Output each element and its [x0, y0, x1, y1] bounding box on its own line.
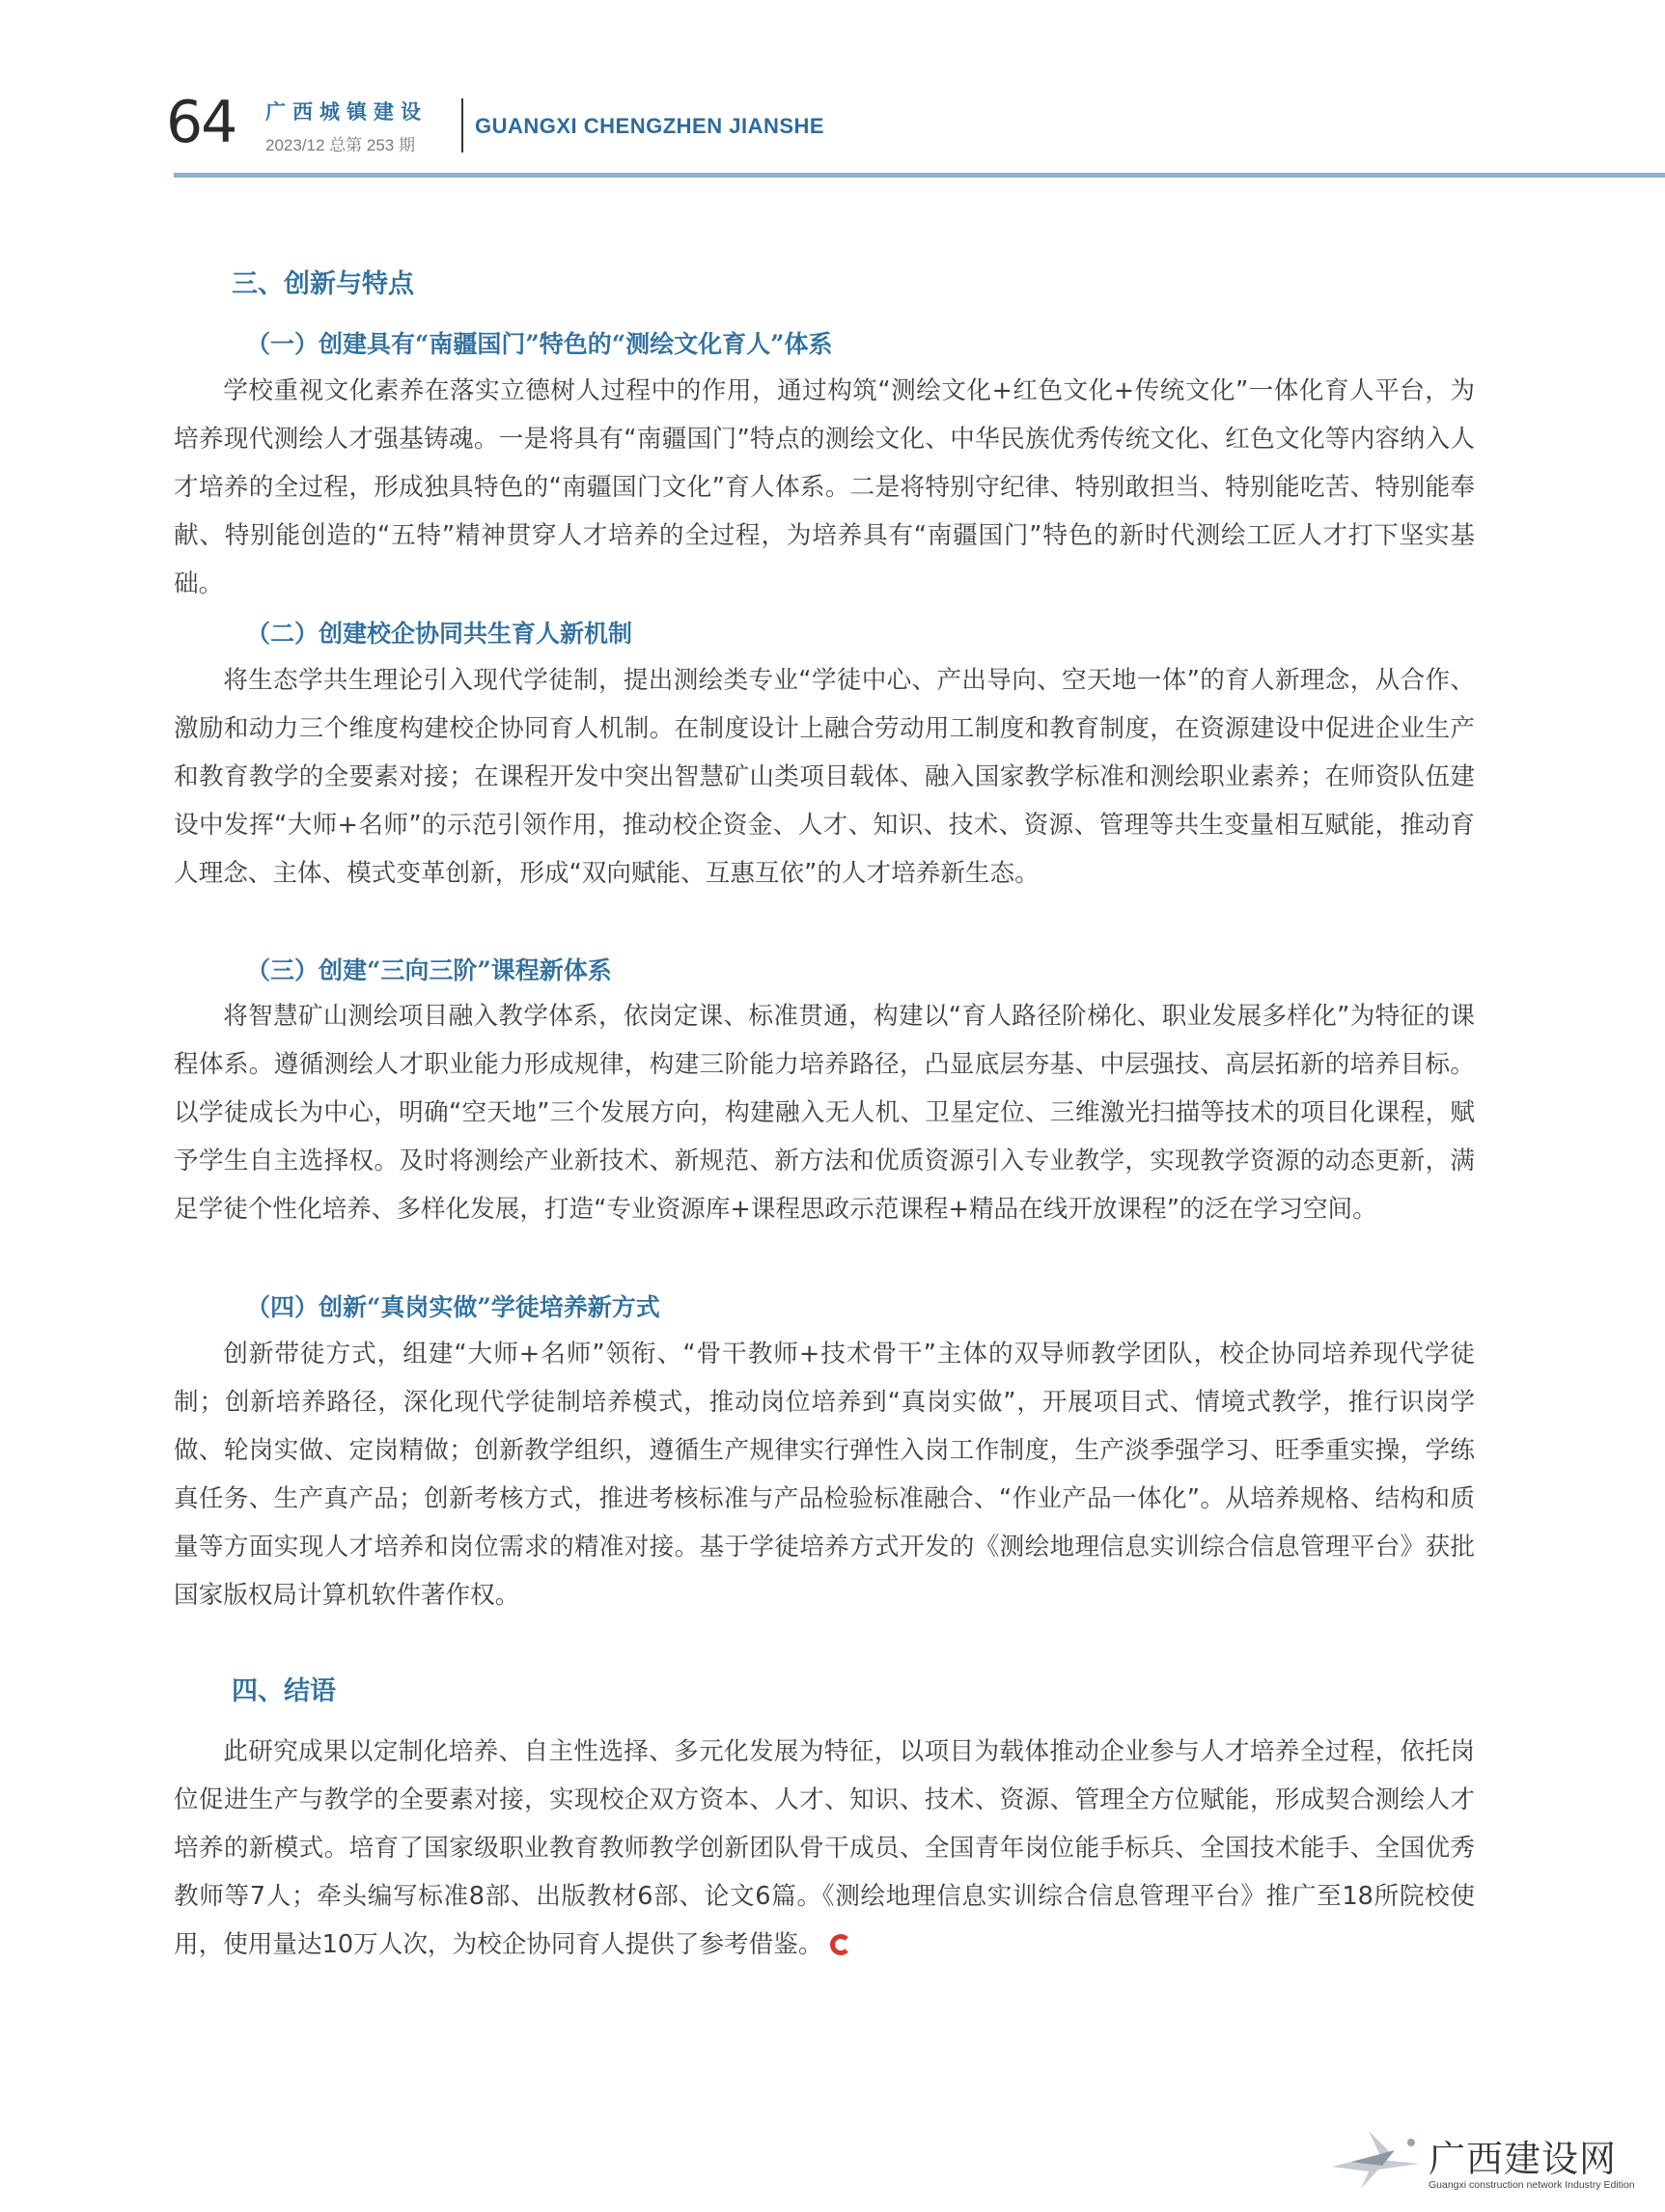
- section-heading-4: 四、结语: [232, 1676, 336, 1706]
- star-logo-icon: [1322, 2123, 1429, 2191]
- paragraph-3-4: 创新带徒方式，组建“大师+名师”领衔、“骨干教师+技术骨干”主体的双导师教学团队，校企协同培养现代学徒制；创新培养路径，深化现代学徒制培养模式，推动岗位培养到“真岗实做”，开展项目式、情境式教学，推行识岗学做、轮岗实做、定岗精做；创新教学组织，遵循生产规律实行弹性入岗工作制度，生产淡季强学习、旺季重实操，学练真任务、生产真产品；创新考核方式，推进考核标准与产品检验标准融合、“作业产品一体化”。从培养规格、结构和质量等方面实现人才培养和岗位需求的精准对接。基于学徒培养方式开发的《测绘地理信息实训综合信息管理平台》获批国家版权局计算机软件著作权。: [174, 1340, 1475, 1610]
- magazine-title-en: GUANGXI CHENGZHEN JIANSHE: [475, 114, 825, 138]
- paragraph-3-1: 学校重视文化素养在落实立德树人过程中的作用，通过构筑“测绘文化+红色文化+传统文化”一体化育人平台，为培养现代测绘人才强基铸魂。一是将具有“南疆国门”特点的测绘文化、中华民族优秀传统文化、红色文化等内容纳入人才培养的全过程，形成独具特色的“南疆国门文化”育人体系。二是将特别守纪律、特别敢担当、特别能吃苦、特别能奉献、特别能创造的“五特”精神贯穿人才培养的全过程，为培养具有“南疆国门”特色的新时代测绘工匠人才打下坚实基础。: [174, 376, 1475, 598]
- paragraph-4-text: 此研究成果以定制化培养、自主性选择、多元化发展为特征，以项目为载体推动企业参与人才培养全过程，依托岗位促进生产与教学的全要素对接，实现校企双方资本、人才、知识、技术、资源、管理全方位赋能，形成契合测绘人才培养的新模式。培育了国家级职业教育教师教学创新团队骨干成员、全国青年岗位能手标兵、全国技术能手、全国优秀教师等7人；牵头编写标准8部、出版教材6部、论文6篇。《测绘地理信息实训综合信息管理平台》推广至18所院校使用，使用量达10万人次，为校企协同育人提供了参考借鉴。: [174, 1737, 1475, 1959]
- end-mark-icon: [830, 1934, 851, 1955]
- paragraph-3-2: 将生态学共生理论引入现代学徒制，提出测绘类专业“学徒中心、产出导向、空天地一体”的育人新理念，从合作、激励和动力三个维度构建校企协同育人机制。在制度设计上融合劳动用工制度和教育制度，在资源建设中促进企业生产和教育教学的全要素对接；在课程开发中突出智慧矿山类项目载体、融入国家教学标准和测绘职业素养；在师资队伍建设中发挥“大师+名师”的示范引领作用，推动校企资金、人才、知识、技术、资源、管理等共生变量相互赋能，推动育人理念、主体、模式变革创新，形成“双向赋能、互惠互依”的人才培养新生态。: [174, 666, 1475, 888]
- paragraph-4: [174, 1728, 1475, 1969]
- subsection-heading-3-2: （二）创建校企协同共生育人新机制: [246, 620, 633, 648]
- site-watermark: [1322, 2123, 1651, 2200]
- page-number: 64: [166, 89, 236, 156]
- subsection-heading-3-4: （四）创新“真岗实做”学徒培养新方式: [246, 1293, 660, 1321]
- section-heading-3: 三、创新与特点: [232, 269, 414, 299]
- issue-info: 2023/12 总第 253 期: [265, 136, 415, 154]
- subsection-heading-3-1: （一）创建具有“南疆国门”特色的“测绘文化育人”体系: [246, 330, 833, 358]
- paragraph-3-3: 将智慧矿山测绘项目融入教学体系，依岗定课、标准贯通，构建以“育人路径阶梯化、职业发展多样化”为特征的课程体系。遵循测绘人才职业能力形成规律，构建三阶能力培养路径，凸显底层夯基、中层强技、高层拓新的培养目标。以学徒成长为中心，明确“空天地”三个发展方向，构建融入无人机、卫星定位、三维激光扫描等技术的项目化课程，赋予学生自主选择权。及时将测绘产业新技术、新规范、新方法和优质资源引入专业教学，实现教学资源的动态更新，满足学徒个性化培养、多样化发展，打造“专业资源库+课程思政示范课程+精品在线开放课程”的泛在学习空间。: [174, 1002, 1475, 1224]
- subsection-heading-3-3: （三）创建“三向三阶”课程新体系: [246, 956, 612, 984]
- watermark-text: 广西建设网: [1429, 2138, 1618, 2180]
- magazine-title: 广西城镇建设: [265, 100, 428, 124]
- watermark-subtext: Guangxi construction network Industry Edition: [1429, 2179, 1635, 2191]
